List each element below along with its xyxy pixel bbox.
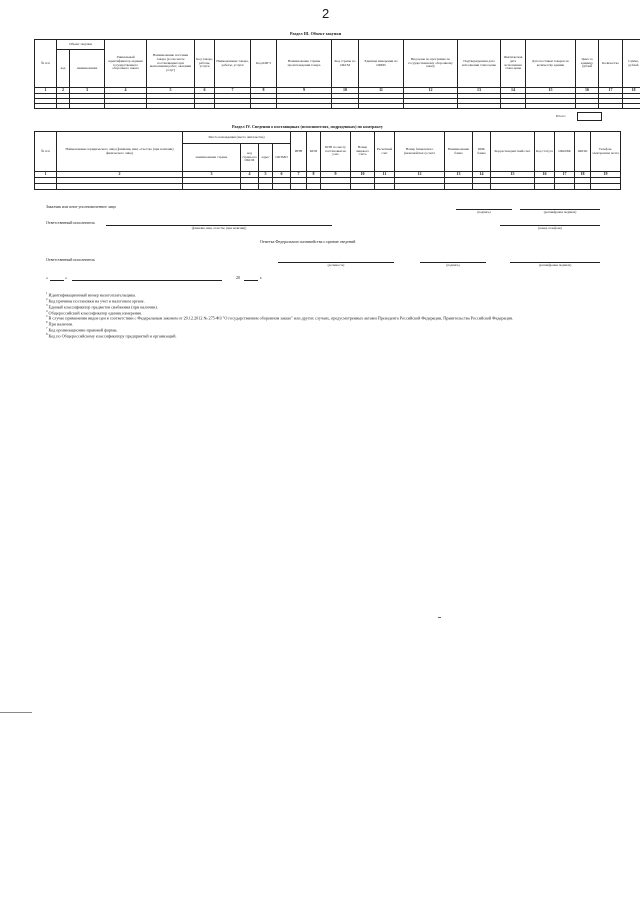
s3-cell[interactable] bbox=[57, 104, 70, 109]
date-quote-close: » bbox=[65, 275, 67, 280]
s4-h-country: наименование страны bbox=[183, 144, 241, 172]
s3-colnum: 3 bbox=[70, 88, 105, 94]
s3-cell[interactable] bbox=[195, 104, 215, 109]
s3-total-cell[interactable] bbox=[577, 112, 602, 121]
footnote: $^4$ Общероссийский классификатор единиц измерения. bbox=[46, 308, 143, 315]
s4-cell[interactable] bbox=[395, 184, 445, 190]
footnote: $^3$ Единый классификатор предметов снабжения (при наличии). bbox=[46, 302, 158, 310]
s3-h-product-name: Наименование поставки товара (в том числе поставляемых при выполнении работ, оказании услуг) bbox=[147, 40, 195, 88]
s4-cell[interactable] bbox=[555, 184, 575, 190]
date-year-prefix: 20 bbox=[236, 275, 240, 280]
s4-colnum: 12 bbox=[395, 172, 445, 178]
s3-colnum: 16 bbox=[576, 88, 599, 94]
s4-colnum: 8 bbox=[307, 172, 321, 178]
s4-colnum: 13 bbox=[445, 172, 473, 178]
s4-h-bank-acc: Номер банковского (казначейского) счета bbox=[395, 132, 445, 172]
s3-cell[interactable] bbox=[105, 104, 147, 109]
s4-h-kpp: КПП bbox=[307, 132, 321, 172]
s3-colnum: 1 bbox=[35, 88, 57, 94]
s3-cell[interactable] bbox=[147, 104, 195, 109]
s3-h-price: Цена за единицу, рублей bbox=[576, 40, 599, 88]
s3-colnum: 5 bbox=[147, 88, 195, 94]
s4-colnum: 2 bbox=[57, 172, 183, 178]
s4-cell[interactable] bbox=[321, 184, 351, 190]
s3-h-name: наименование bbox=[70, 50, 105, 88]
s3-h-object: Объект закупки bbox=[57, 40, 105, 50]
authorized-person-label: Заказчик или иное уполномоченное лицо bbox=[46, 204, 117, 209]
responsible-fio-hint: (фамилия, имя, отчество (при наличии)) bbox=[191, 226, 247, 230]
s4-colnum: 5 bbox=[259, 172, 273, 178]
footnote: $^2$ Код причины постановки на учет в налоговом органе. bbox=[46, 296, 145, 304]
s3-h-num: № п/п bbox=[35, 40, 57, 88]
fk-decrypt-hint: (расшифровка подписи) bbox=[538, 263, 572, 267]
s3-colnum: 4 bbox=[105, 88, 147, 94]
s4-h-bank-name: Наименование банка bbox=[445, 132, 473, 172]
responsible-phone-hint: (номер телефона) bbox=[538, 226, 562, 230]
authorized-signature-hint: (подпись) bbox=[477, 210, 491, 214]
scan-speck bbox=[438, 617, 441, 618]
s3-h-qty: Количество bbox=[599, 40, 623, 88]
s3-h-code-goods: Код товара, работы, услуги bbox=[195, 40, 215, 88]
s4-h-corr-acc: Корреспондентский счет bbox=[491, 132, 535, 172]
table-row bbox=[35, 184, 621, 190]
fk-mark-heading: Отметка Федерального казначейства о приеме сведений bbox=[260, 239, 356, 244]
date-year-suffix: г. bbox=[260, 275, 263, 280]
s3-h-name-goods: Наименование товара, работы, услуги bbox=[215, 40, 251, 88]
s3-h-sum: Сумма, рублей bbox=[623, 40, 640, 88]
s3-cell[interactable] bbox=[599, 104, 623, 109]
s3-h-date-fact: Подтвержденная дата исполнения этапа цены bbox=[458, 40, 501, 88]
date-day-line[interactable] bbox=[50, 280, 64, 281]
s3-total-label: Итого: bbox=[556, 114, 566, 118]
s3-cell[interactable] bbox=[576, 104, 599, 109]
s4-cell[interactable] bbox=[183, 184, 241, 190]
s3-cell[interactable] bbox=[277, 104, 332, 109]
s4-h-account: Расчетный счет bbox=[375, 132, 395, 172]
s3-h-date-units: Дата поставки товаров по количеству единиц bbox=[526, 40, 576, 88]
s4-colnum: 9 bbox=[321, 172, 351, 178]
s3-h-oksm: Код страны по ОКСМ bbox=[332, 40, 359, 88]
s4-cell[interactable] bbox=[241, 184, 259, 190]
s4-cell[interactable] bbox=[259, 184, 273, 190]
s4-cell[interactable] bbox=[57, 184, 183, 190]
s4-colnum: 10 bbox=[351, 172, 375, 178]
s4-cell[interactable] bbox=[445, 184, 473, 190]
s3-colnum: 11 bbox=[359, 88, 404, 94]
s4-h-oktmo: ОКТМО bbox=[273, 144, 291, 172]
footnote: $^5$ В случае применения видов цен в соответствии с Федеральным законом от 29.12.2012 № 275-ФЗ "О государственном оборонном заказе" или других случаях, предусмотренных актами Президента Российской Федерации, Правительства Российской Федерации. bbox=[46, 314, 514, 321]
s3-cell[interactable] bbox=[35, 104, 57, 109]
s4-cell[interactable] bbox=[491, 184, 535, 190]
s4-cell[interactable] bbox=[35, 184, 57, 190]
s4-h-location: Место нахождения (место жительства) bbox=[183, 132, 291, 144]
s3-cell[interactable] bbox=[332, 104, 359, 109]
s3-colnum: 12 bbox=[404, 88, 458, 94]
s4-colnum: 16 bbox=[535, 172, 555, 178]
s4-cell[interactable] bbox=[473, 184, 491, 190]
s3-colnum: 6 bbox=[195, 88, 215, 94]
s4-colnum: 4 bbox=[241, 172, 259, 178]
s3-cell[interactable] bbox=[251, 104, 277, 109]
section4-table bbox=[34, 131, 621, 190]
s4-h-kpp2: КПП по месту постановки на учет bbox=[321, 132, 351, 172]
footnotes bbox=[46, 292, 606, 339]
s3-cell[interactable] bbox=[501, 104, 526, 109]
s3-cell[interactable] bbox=[404, 104, 458, 109]
page-number: 2 bbox=[322, 6, 330, 21]
date-month-line[interactable] bbox=[72, 280, 222, 281]
s4-h-country-code: код страны по ОКСМ bbox=[241, 144, 259, 172]
s4-colnum: 3 bbox=[183, 172, 241, 178]
s4-colnum: 19 bbox=[591, 172, 621, 178]
s3-cell[interactable] bbox=[458, 104, 501, 109]
s4-h-okopf: ОКОПФ bbox=[555, 132, 575, 172]
s3-cell[interactable] bbox=[526, 104, 576, 109]
s3-h-unique-id: Уникальный идентификатор задания государственного оборонного заказа bbox=[105, 40, 147, 88]
s4-cell[interactable] bbox=[375, 184, 395, 190]
s4-h-okpo: ОКПО bbox=[575, 132, 591, 172]
s3-colnum: 14 bbox=[501, 88, 526, 94]
s4-h-name: Наименование юридического лица (фамилия, имя, отчество (при наличии) физического лица) bbox=[57, 132, 183, 172]
section4-title: Раздел IV. Сведения о поставщиках (исполнителях, подрядчиках) по контракту bbox=[232, 124, 383, 129]
section3-title: Раздел III. Объект закупки bbox=[290, 31, 342, 36]
s3-colnum: 9 bbox=[277, 88, 332, 94]
s3-colnum: 15 bbox=[526, 88, 576, 94]
s4-colnum: 6 bbox=[273, 172, 291, 178]
s4-h-reg-date: Номер лицевого счета bbox=[351, 132, 375, 172]
s3-colnum: 7 bbox=[215, 88, 251, 94]
footnote: $^7$ Код организационно-правовой формы. bbox=[46, 326, 118, 333]
s4-colnum: 18 bbox=[575, 172, 591, 178]
s3-h-country: Наименование страны происхождения товара bbox=[277, 40, 332, 88]
s3-colnum: 13 bbox=[458, 88, 501, 94]
fk-responsible-label: Ответственный исполнитель bbox=[46, 257, 95, 262]
date-quote-open: « bbox=[46, 275, 48, 280]
s4-colnum: 17 bbox=[555, 172, 575, 178]
s4-colnum: 14 bbox=[473, 172, 491, 178]
responsible-label: Ответственный исполнитель bbox=[46, 220, 95, 225]
s3-h-unit: Единица измерения по ОКЕИ bbox=[359, 40, 404, 88]
s4-cell[interactable] bbox=[351, 184, 375, 190]
s3-colnum: 8 bbox=[251, 88, 277, 94]
s4-cell[interactable] bbox=[307, 184, 321, 190]
s3-colnum: 17 bbox=[599, 88, 623, 94]
s4-h-address: адрес bbox=[259, 144, 273, 172]
s4-h-status: Код статуса bbox=[535, 132, 555, 172]
s3-cell[interactable] bbox=[70, 104, 105, 109]
table-row bbox=[35, 104, 640, 109]
s4-colnum: 1 bbox=[35, 172, 57, 178]
s3-colnum: 2 bbox=[57, 88, 70, 94]
fk-position-hint: (должность) bbox=[327, 263, 345, 267]
s4-colnum: 15 bbox=[491, 172, 535, 178]
s3-h-kpgz: Код КПГЗ bbox=[251, 40, 277, 88]
s3-h-fact-date: Фактическая дата исполнения этапа цены bbox=[501, 40, 526, 88]
s3-cell[interactable] bbox=[215, 104, 251, 109]
s4-colnum: 11 bbox=[375, 172, 395, 178]
footnote: $^6$ При наличии. bbox=[46, 320, 74, 327]
date-year-line[interactable] bbox=[244, 280, 258, 281]
s3-h-code: код bbox=[57, 50, 70, 88]
s3-colnum: 18 bbox=[623, 88, 640, 94]
scan-edge-line bbox=[0, 712, 32, 713]
s3-cell[interactable] bbox=[359, 104, 404, 109]
s4-h-phone: Телефон, электронная почта bbox=[591, 132, 621, 172]
fk-signature-hint: (подпись) bbox=[446, 263, 460, 267]
s4-cell[interactable] bbox=[591, 184, 621, 190]
s3-h-program: Вид цены по программе по государственному оборонному заказу bbox=[404, 40, 458, 88]
s3-cell[interactable] bbox=[623, 104, 640, 109]
s4-h-inn: ИНН bbox=[291, 132, 307, 172]
authorized-decrypt-hint: (расшифровка подписи) bbox=[543, 210, 577, 214]
s4-h-num: № п/п bbox=[35, 132, 57, 172]
s4-cell[interactable] bbox=[291, 184, 307, 190]
footnote: $^8$ Код по Общероссийскому классификатору предприятий и организаций. bbox=[46, 331, 177, 339]
s3-colnum: 10 bbox=[332, 88, 359, 94]
s4-cell[interactable] bbox=[535, 184, 555, 190]
s4-h-bik: БИК банка bbox=[473, 132, 491, 172]
s4-colnum: 7 bbox=[291, 172, 307, 178]
s4-cell[interactable] bbox=[273, 184, 291, 190]
footnote: $^1$ Идентификационный номер налогоплательщика. bbox=[46, 291, 136, 298]
s4-cell[interactable] bbox=[575, 184, 591, 190]
section3-table bbox=[34, 39, 640, 109]
